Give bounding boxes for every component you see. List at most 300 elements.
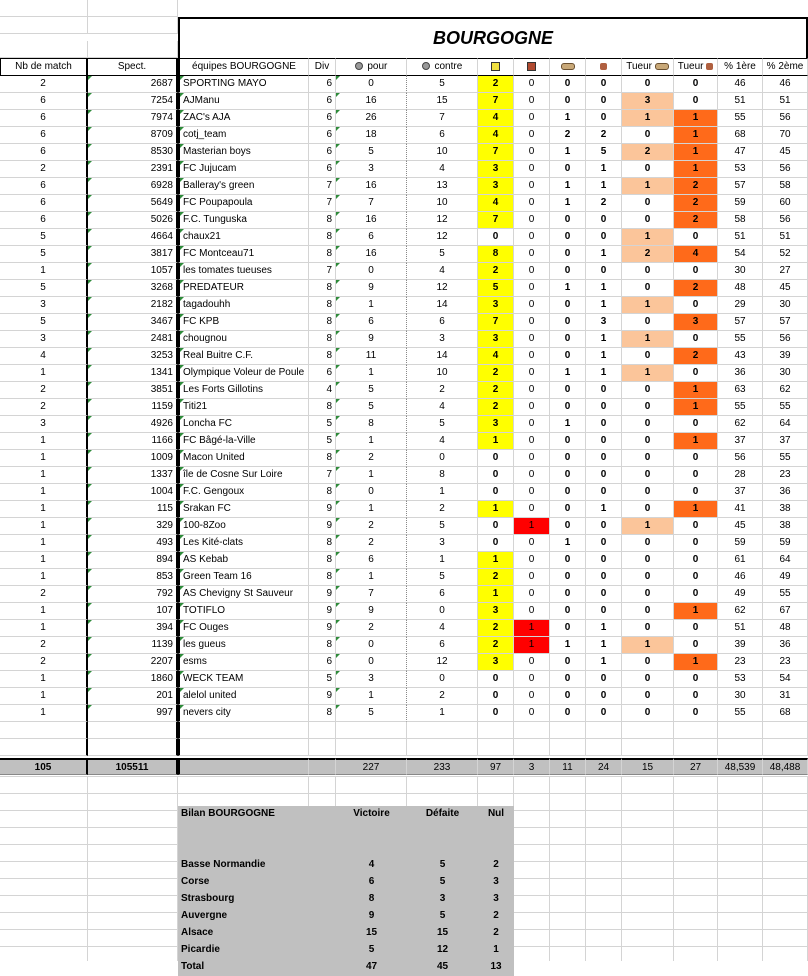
table-cell-t2[interactable]: 2 [674, 212, 718, 229]
table-cell-contre[interactable]: 6 [407, 314, 478, 331]
table-cell-div[interactable]: 9 [309, 620, 336, 637]
table-cell-div[interactable]: 9 [309, 603, 336, 620]
table-cell-t1[interactable]: 0 [622, 263, 674, 280]
table-cell-a[interactable]: 0 [550, 603, 586, 620]
table-cell-p1[interactable]: 23 [718, 654, 763, 671]
table-cell-t2[interactable]: 2 [674, 178, 718, 195]
table-cell-nb[interactable]: 4 [0, 348, 88, 365]
table-cell-b[interactable]: 0 [586, 433, 622, 450]
table-cell-t1[interactable]: 1 [622, 518, 674, 535]
table-cell-spect[interactable]: 7974 [88, 110, 178, 127]
table-cell-team[interactable]: FC Ouges [178, 620, 309, 637]
bilan-empty[interactable] [178, 840, 336, 857]
table-cell-y[interactable]: 3 [478, 297, 514, 314]
table-cell-b[interactable]: 0 [586, 93, 622, 110]
table-cell-t2[interactable]: 0 [674, 586, 718, 603]
table-cell-t2[interactable]: 0 [674, 484, 718, 501]
table-cell-p1[interactable]: 62 [718, 416, 763, 433]
table-cell-a[interactable]: 0 [550, 382, 586, 399]
table-cell-t1[interactable]: 0 [622, 501, 674, 518]
table-cell-y[interactable]: 4 [478, 195, 514, 212]
table-cell-t2[interactable]: 0 [674, 365, 718, 382]
table-cell-a[interactable]: 0 [550, 297, 586, 314]
table-cell-div[interactable]: 6 [309, 110, 336, 127]
table-cell-spect[interactable]: 115 [88, 501, 178, 518]
table-cell-t2[interactable]: 0 [674, 671, 718, 688]
bilan-cell-d[interactable]: 5 [407, 857, 478, 874]
table-cell-p1[interactable]: 51 [718, 229, 763, 246]
header-nb[interactable] [0, 58, 88, 76]
table-cell-pour[interactable]: 9 [336, 603, 407, 620]
table-cell-contre[interactable]: 5 [407, 569, 478, 586]
table-cell-rc[interactable]: 0 [514, 76, 550, 93]
table-cell-t2[interactable]: 1 [674, 144, 718, 161]
table-cell-rc[interactable]: 0 [514, 535, 550, 552]
table-cell-b[interactable]: 1 [586, 297, 622, 314]
table-cell-b[interactable]: 0 [586, 450, 622, 467]
table-cell-t1[interactable]: 0 [622, 467, 674, 484]
table-cell-div[interactable]: 8 [309, 535, 336, 552]
table-cell-team[interactable]: nevers city [178, 705, 309, 722]
table-cell-y[interactable]: 3 [478, 416, 514, 433]
table-cell-pour[interactable]: 16 [336, 212, 407, 229]
empty-cell[interactable] [0, 739, 88, 756]
table-cell-t1[interactable]: 0 [622, 586, 674, 603]
table-cell-rc[interactable]: 1 [514, 637, 550, 654]
table-cell-contre[interactable]: 2 [407, 501, 478, 518]
table-cell-pour[interactable]: 9 [336, 331, 407, 348]
table-cell-p2[interactable]: 39 [763, 348, 808, 365]
table-cell-pour[interactable]: 0 [336, 76, 407, 93]
table-cell-p2[interactable]: 46 [763, 76, 808, 93]
table-cell-div[interactable]: 8 [309, 246, 336, 263]
table-cell-p1[interactable]: 45 [718, 518, 763, 535]
table-cell-p1[interactable]: 55 [718, 110, 763, 127]
table-cell-a[interactable]: 0 [550, 552, 586, 569]
table-cell-a[interactable]: 1 [550, 178, 586, 195]
table-cell-pour[interactable]: 1 [336, 569, 407, 586]
table-cell-div[interactable]: 8 [309, 637, 336, 654]
table-cell-pour[interactable]: 18 [336, 127, 407, 144]
table-cell-contre[interactable]: 3 [407, 331, 478, 348]
table-cell-spect[interactable]: 7254 [88, 93, 178, 110]
table-cell-rc[interactable]: 0 [514, 552, 550, 569]
table-cell-p2[interactable]: 30 [763, 297, 808, 314]
table-cell-pour[interactable]: 16 [336, 178, 407, 195]
table-cell-t2[interactable]: 0 [674, 297, 718, 314]
table-cell-y[interactable]: 2 [478, 263, 514, 280]
bilan-cell-n[interactable]: 3 [478, 891, 514, 908]
table-cell-contre[interactable]: 12 [407, 654, 478, 671]
table-cell-div[interactable]: 8 [309, 297, 336, 314]
bilan-header-defaite[interactable]: Défaite [407, 806, 478, 823]
table-cell-p1[interactable]: 29 [718, 297, 763, 314]
table-cell-nb[interactable]: 2 [0, 76, 88, 93]
table-cell-div[interactable]: 5 [309, 671, 336, 688]
table-cell-spect[interactable]: 5026 [88, 212, 178, 229]
table-cell-a[interactable]: 0 [550, 467, 586, 484]
empty-cell[interactable] [478, 722, 514, 739]
table-cell-contre[interactable]: 5 [407, 416, 478, 433]
table-cell-y[interactable]: 1 [478, 586, 514, 603]
table-cell-b[interactable]: 0 [586, 518, 622, 535]
table-cell-nb[interactable]: 5 [0, 246, 88, 263]
table-cell-team[interactable]: PREDATEUR [178, 280, 309, 297]
table-cell-spect[interactable]: 5649 [88, 195, 178, 212]
totals-cell-team[interactable] [178, 758, 309, 775]
table-cell-p2[interactable]: 64 [763, 416, 808, 433]
table-cell-contre[interactable]: 4 [407, 433, 478, 450]
table-cell-p2[interactable]: 70 [763, 127, 808, 144]
table-cell-t1[interactable]: 0 [622, 671, 674, 688]
table-cell-rc[interactable]: 0 [514, 263, 550, 280]
table-cell-spect[interactable]: 3253 [88, 348, 178, 365]
table-cell-team[interactable]: AS Chevigny St Sauveur [178, 586, 309, 603]
empty-cell[interactable] [336, 722, 407, 739]
table-cell-rc[interactable]: 0 [514, 416, 550, 433]
table-cell-spect[interactable]: 107 [88, 603, 178, 620]
empty-cell[interactable] [718, 739, 763, 756]
bilan-cell-name[interactable]: Basse Normandie [178, 857, 336, 874]
table-cell-a[interactable]: 0 [550, 212, 586, 229]
table-cell-p2[interactable]: 58 [763, 178, 808, 195]
table-cell-contre[interactable]: 10 [407, 365, 478, 382]
bilan-empty[interactable] [336, 823, 407, 840]
bilan-total-v[interactable]: 47 [336, 959, 407, 976]
table-cell-team[interactable]: île de Cosne Sur Loire [178, 467, 309, 484]
totals-cell-t1[interactable]: 15 [622, 758, 674, 775]
header-t2[interactable] [674, 58, 718, 76]
table-cell-team[interactable]: Real Buitre C.F. [178, 348, 309, 365]
table-cell-spect[interactable]: 1337 [88, 467, 178, 484]
table-cell-nb[interactable]: 2 [0, 161, 88, 178]
table-cell-t2[interactable]: 4 [674, 246, 718, 263]
table-cell-y[interactable]: 0 [478, 229, 514, 246]
table-cell-contre[interactable]: 4 [407, 161, 478, 178]
empty-cell[interactable] [550, 739, 586, 756]
table-cell-div[interactable]: 4 [309, 382, 336, 399]
table-cell-t1[interactable]: 0 [622, 212, 674, 229]
table-cell-rc[interactable]: 0 [514, 501, 550, 518]
empty-cell[interactable] [763, 739, 808, 756]
table-cell-contre[interactable]: 6 [407, 637, 478, 654]
table-cell-team[interactable]: esms [178, 654, 309, 671]
table-cell-rc[interactable]: 0 [514, 280, 550, 297]
header-p2[interactable] [763, 58, 808, 76]
totals-cell-a[interactable]: 11 [550, 758, 586, 775]
table-cell-team[interactable]: FC Montceau71 [178, 246, 309, 263]
table-cell-spect[interactable]: 3467 [88, 314, 178, 331]
table-cell-t1[interactable]: 0 [622, 654, 674, 671]
table-cell-t1[interactable]: 0 [622, 484, 674, 501]
totals-cell-div[interactable] [309, 758, 336, 775]
table-cell-a[interactable]: 1 [550, 365, 586, 382]
table-cell-p1[interactable]: 55 [718, 399, 763, 416]
table-cell-pour[interactable]: 2 [336, 518, 407, 535]
table-cell-spect[interactable]: 3268 [88, 280, 178, 297]
table-cell-b[interactable]: 0 [586, 671, 622, 688]
table-cell-nb[interactable]: 1 [0, 705, 88, 722]
table-cell-b[interactable]: 0 [586, 569, 622, 586]
table-cell-a[interactable]: 0 [550, 76, 586, 93]
table-cell-div[interactable]: 6 [309, 144, 336, 161]
table-cell-p2[interactable]: 38 [763, 518, 808, 535]
table-cell-spect[interactable]: 2391 [88, 161, 178, 178]
table-cell-team[interactable]: WECK TEAM [178, 671, 309, 688]
table-cell-rc[interactable]: 0 [514, 450, 550, 467]
table-cell-div[interactable]: 8 [309, 399, 336, 416]
table-cell-t1[interactable]: 1 [622, 331, 674, 348]
header-a[interactable] [550, 58, 586, 76]
table-cell-p2[interactable]: 68 [763, 705, 808, 722]
bilan-empty[interactable] [478, 823, 514, 840]
empty-cell[interactable] [0, 722, 88, 739]
table-cell-t2[interactable]: 0 [674, 263, 718, 280]
table-cell-p2[interactable]: 62 [763, 382, 808, 399]
table-cell-y[interactable]: 1 [478, 433, 514, 450]
table-cell-p1[interactable]: 39 [718, 637, 763, 654]
table-cell-rc[interactable]: 0 [514, 603, 550, 620]
table-cell-spect[interactable]: 6928 [88, 178, 178, 195]
bilan-cell-name[interactable]: Auvergne [178, 908, 336, 925]
table-cell-contre[interactable]: 1 [407, 705, 478, 722]
table-cell-a[interactable]: 0 [550, 161, 586, 178]
table-cell-t1[interactable]: 0 [622, 399, 674, 416]
table-cell-rc[interactable]: 0 [514, 382, 550, 399]
table-cell-contre[interactable]: 4 [407, 399, 478, 416]
empty-cell[interactable] [622, 739, 674, 756]
table-cell-pour[interactable]: 26 [336, 110, 407, 127]
table-cell-spect[interactable]: 2207 [88, 654, 178, 671]
table-cell-div[interactable]: 6 [309, 93, 336, 110]
table-cell-p1[interactable]: 57 [718, 178, 763, 195]
table-cell-p1[interactable]: 58 [718, 212, 763, 229]
totals-cell-spect[interactable]: 105511 [88, 758, 178, 775]
table-cell-t2[interactable]: 0 [674, 518, 718, 535]
bilan-cell-n[interactable]: 1 [478, 942, 514, 959]
totals-cell-contre[interactable]: 233 [407, 758, 478, 775]
table-cell-p2[interactable]: 48 [763, 620, 808, 637]
table-cell-p2[interactable]: 31 [763, 688, 808, 705]
empty-cell[interactable] [88, 17, 178, 34]
table-cell-y[interactable]: 7 [478, 144, 514, 161]
table-cell-p1[interactable]: 62 [718, 603, 763, 620]
table-cell-p1[interactable]: 43 [718, 348, 763, 365]
table-cell-spect[interactable]: 1004 [88, 484, 178, 501]
table-cell-a[interactable]: 0 [550, 688, 586, 705]
table-cell-t2[interactable]: 0 [674, 569, 718, 586]
table-cell-y[interactable]: 0 [478, 671, 514, 688]
table-cell-a[interactable]: 1 [550, 110, 586, 127]
table-cell-rc[interactable]: 0 [514, 246, 550, 263]
table-cell-team[interactable]: Loncha FC [178, 416, 309, 433]
table-cell-y[interactable]: 0 [478, 467, 514, 484]
table-cell-y[interactable]: 4 [478, 110, 514, 127]
table-cell-y[interactable]: 3 [478, 654, 514, 671]
bilan-cell-v[interactable]: 4 [336, 857, 407, 874]
table-cell-team[interactable]: Les Forts Gillotins [178, 382, 309, 399]
table-cell-t1[interactable]: 0 [622, 535, 674, 552]
bilan-cell-n[interactable]: 2 [478, 925, 514, 942]
table-cell-y[interactable]: 2 [478, 365, 514, 382]
table-cell-div[interactable]: 8 [309, 450, 336, 467]
table-cell-pour[interactable]: 1 [336, 433, 407, 450]
totals-cell-nb[interactable]: 105 [0, 758, 88, 775]
table-cell-p1[interactable]: 61 [718, 552, 763, 569]
table-cell-pour[interactable]: 2 [336, 535, 407, 552]
table-cell-spect[interactable]: 8709 [88, 127, 178, 144]
header-div[interactable] [309, 58, 336, 76]
table-cell-div[interactable]: 8 [309, 212, 336, 229]
table-cell-a[interactable]: 1 [550, 416, 586, 433]
table-cell-div[interactable]: 5 [309, 433, 336, 450]
table-cell-b[interactable]: 0 [586, 399, 622, 416]
empty-cell[interactable] [478, 739, 514, 756]
table-cell-a[interactable]: 0 [550, 620, 586, 637]
table-cell-pour[interactable]: 1 [336, 501, 407, 518]
table-cell-t1[interactable]: 2 [622, 246, 674, 263]
bilan-cell-d[interactable]: 5 [407, 874, 478, 891]
table-cell-p1[interactable]: 59 [718, 535, 763, 552]
table-cell-team[interactable]: Srakan FC [178, 501, 309, 518]
table-cell-rc[interactable]: 0 [514, 331, 550, 348]
table-cell-spect[interactable]: 394 [88, 620, 178, 637]
empty-cell[interactable] [763, 722, 808, 739]
table-cell-t2[interactable]: 0 [674, 620, 718, 637]
table-cell-team[interactable]: TOTIFLO [178, 603, 309, 620]
totals-cell-p2[interactable]: 48,488 [763, 758, 808, 775]
table-cell-rc[interactable]: 0 [514, 654, 550, 671]
table-cell-y[interactable]: 3 [478, 161, 514, 178]
table-cell-t1[interactable]: 0 [622, 382, 674, 399]
table-cell-b[interactable]: 1 [586, 501, 622, 518]
table-cell-nb[interactable]: 6 [0, 195, 88, 212]
table-cell-t2[interactable]: 1 [674, 654, 718, 671]
table-cell-spect[interactable]: 493 [88, 535, 178, 552]
table-cell-rc[interactable]: 0 [514, 705, 550, 722]
table-cell-t1[interactable]: 0 [622, 127, 674, 144]
table-cell-contre[interactable]: 7 [407, 110, 478, 127]
table-cell-team[interactable]: ZAC's AJA [178, 110, 309, 127]
table-cell-nb[interactable]: 6 [0, 212, 88, 229]
table-cell-contre[interactable]: 2 [407, 382, 478, 399]
table-cell-t2[interactable]: 2 [674, 280, 718, 297]
empty-cell[interactable] [407, 739, 478, 756]
header-spect[interactable] [88, 58, 178, 76]
table-cell-team[interactable]: Masterian boys [178, 144, 309, 161]
table-cell-t2[interactable]: 0 [674, 76, 718, 93]
table-cell-div[interactable]: 6 [309, 654, 336, 671]
table-cell-a[interactable]: 0 [550, 450, 586, 467]
table-cell-nb[interactable]: 1 [0, 688, 88, 705]
empty-cell[interactable] [88, 0, 178, 17]
table-cell-b[interactable]: 0 [586, 467, 622, 484]
bilan-empty[interactable] [178, 823, 336, 840]
table-cell-pour[interactable]: 5 [336, 705, 407, 722]
bilan-title[interactable]: Bilan BOURGOGNE [178, 806, 336, 823]
table-cell-a[interactable]: 0 [550, 348, 586, 365]
bilan-cell-v[interactable]: 15 [336, 925, 407, 942]
table-cell-y[interactable]: 3 [478, 178, 514, 195]
table-cell-y[interactable]: 2 [478, 382, 514, 399]
table-cell-b[interactable]: 1 [586, 280, 622, 297]
table-cell-t2[interactable]: 0 [674, 688, 718, 705]
table-cell-p2[interactable]: 56 [763, 161, 808, 178]
table-cell-y[interactable]: 4 [478, 348, 514, 365]
table-cell-team[interactable]: les gueus [178, 637, 309, 654]
table-cell-p1[interactable]: 63 [718, 382, 763, 399]
table-cell-a[interactable]: 0 [550, 263, 586, 280]
table-cell-team[interactable]: Green Team 16 [178, 569, 309, 586]
table-cell-contre[interactable]: 5 [407, 76, 478, 93]
table-cell-t1[interactable]: 1 [622, 637, 674, 654]
empty-cell[interactable] [674, 739, 718, 756]
table-cell-p1[interactable]: 54 [718, 246, 763, 263]
table-cell-pour[interactable]: 16 [336, 246, 407, 263]
table-cell-team[interactable]: SPORTING MAYO [178, 76, 309, 93]
table-cell-pour[interactable]: 7 [336, 586, 407, 603]
table-cell-a[interactable]: 0 [550, 314, 586, 331]
empty-cell[interactable] [0, 41, 88, 58]
table-cell-pour[interactable]: 1 [336, 688, 407, 705]
table-cell-rc[interactable]: 0 [514, 195, 550, 212]
table-cell-contre[interactable]: 8 [407, 467, 478, 484]
bilan-empty[interactable] [407, 840, 478, 857]
table-cell-t1[interactable]: 0 [622, 620, 674, 637]
table-cell-p1[interactable]: 53 [718, 671, 763, 688]
table-cell-t1[interactable]: 0 [622, 450, 674, 467]
table-cell-p1[interactable]: 49 [718, 586, 763, 603]
table-cell-y[interactable]: 8 [478, 246, 514, 263]
table-cell-p2[interactable]: 23 [763, 654, 808, 671]
bilan-cell-v[interactable]: 8 [336, 891, 407, 908]
table-cell-rc[interactable]: 1 [514, 518, 550, 535]
table-cell-div[interactable]: 8 [309, 705, 336, 722]
table-cell-team[interactable]: FC KPB [178, 314, 309, 331]
bilan-cell-d[interactable]: 5 [407, 908, 478, 925]
bilan-header-victoire[interactable]: Victoire [336, 806, 407, 823]
totals-cell-pour[interactable]: 227 [336, 758, 407, 775]
table-cell-div[interactable]: 9 [309, 518, 336, 535]
table-cell-spect[interactable]: 1009 [88, 450, 178, 467]
table-cell-t1[interactable]: 0 [622, 76, 674, 93]
table-cell-p2[interactable]: 45 [763, 280, 808, 297]
table-cell-y[interactable]: 1 [478, 501, 514, 518]
table-cell-t1[interactable]: 0 [622, 688, 674, 705]
table-cell-team[interactable]: 100-8Zoo [178, 518, 309, 535]
table-cell-p1[interactable]: 53 [718, 161, 763, 178]
table-cell-t2[interactable]: 1 [674, 603, 718, 620]
table-cell-y[interactable]: 2 [478, 637, 514, 654]
bilan-cell-d[interactable]: 3 [407, 891, 478, 908]
table-cell-p2[interactable]: 38 [763, 501, 808, 518]
table-cell-y[interactable]: 0 [478, 535, 514, 552]
table-cell-p2[interactable]: 55 [763, 399, 808, 416]
table-cell-contre[interactable]: 4 [407, 263, 478, 280]
table-cell-a[interactable]: 0 [550, 501, 586, 518]
table-cell-pour[interactable]: 6 [336, 314, 407, 331]
table-cell-nb[interactable]: 1 [0, 450, 88, 467]
table-cell-contre[interactable]: 12 [407, 212, 478, 229]
table-cell-b[interactable]: 0 [586, 263, 622, 280]
table-cell-rc[interactable]: 0 [514, 399, 550, 416]
table-cell-t2[interactable]: 1 [674, 110, 718, 127]
bilan-cell-name[interactable]: Corse [178, 874, 336, 891]
table-cell-nb[interactable]: 2 [0, 654, 88, 671]
totals-cell-y[interactable]: 97 [478, 758, 514, 775]
table-cell-a[interactable]: 0 [550, 569, 586, 586]
empty-cell[interactable] [336, 739, 407, 756]
